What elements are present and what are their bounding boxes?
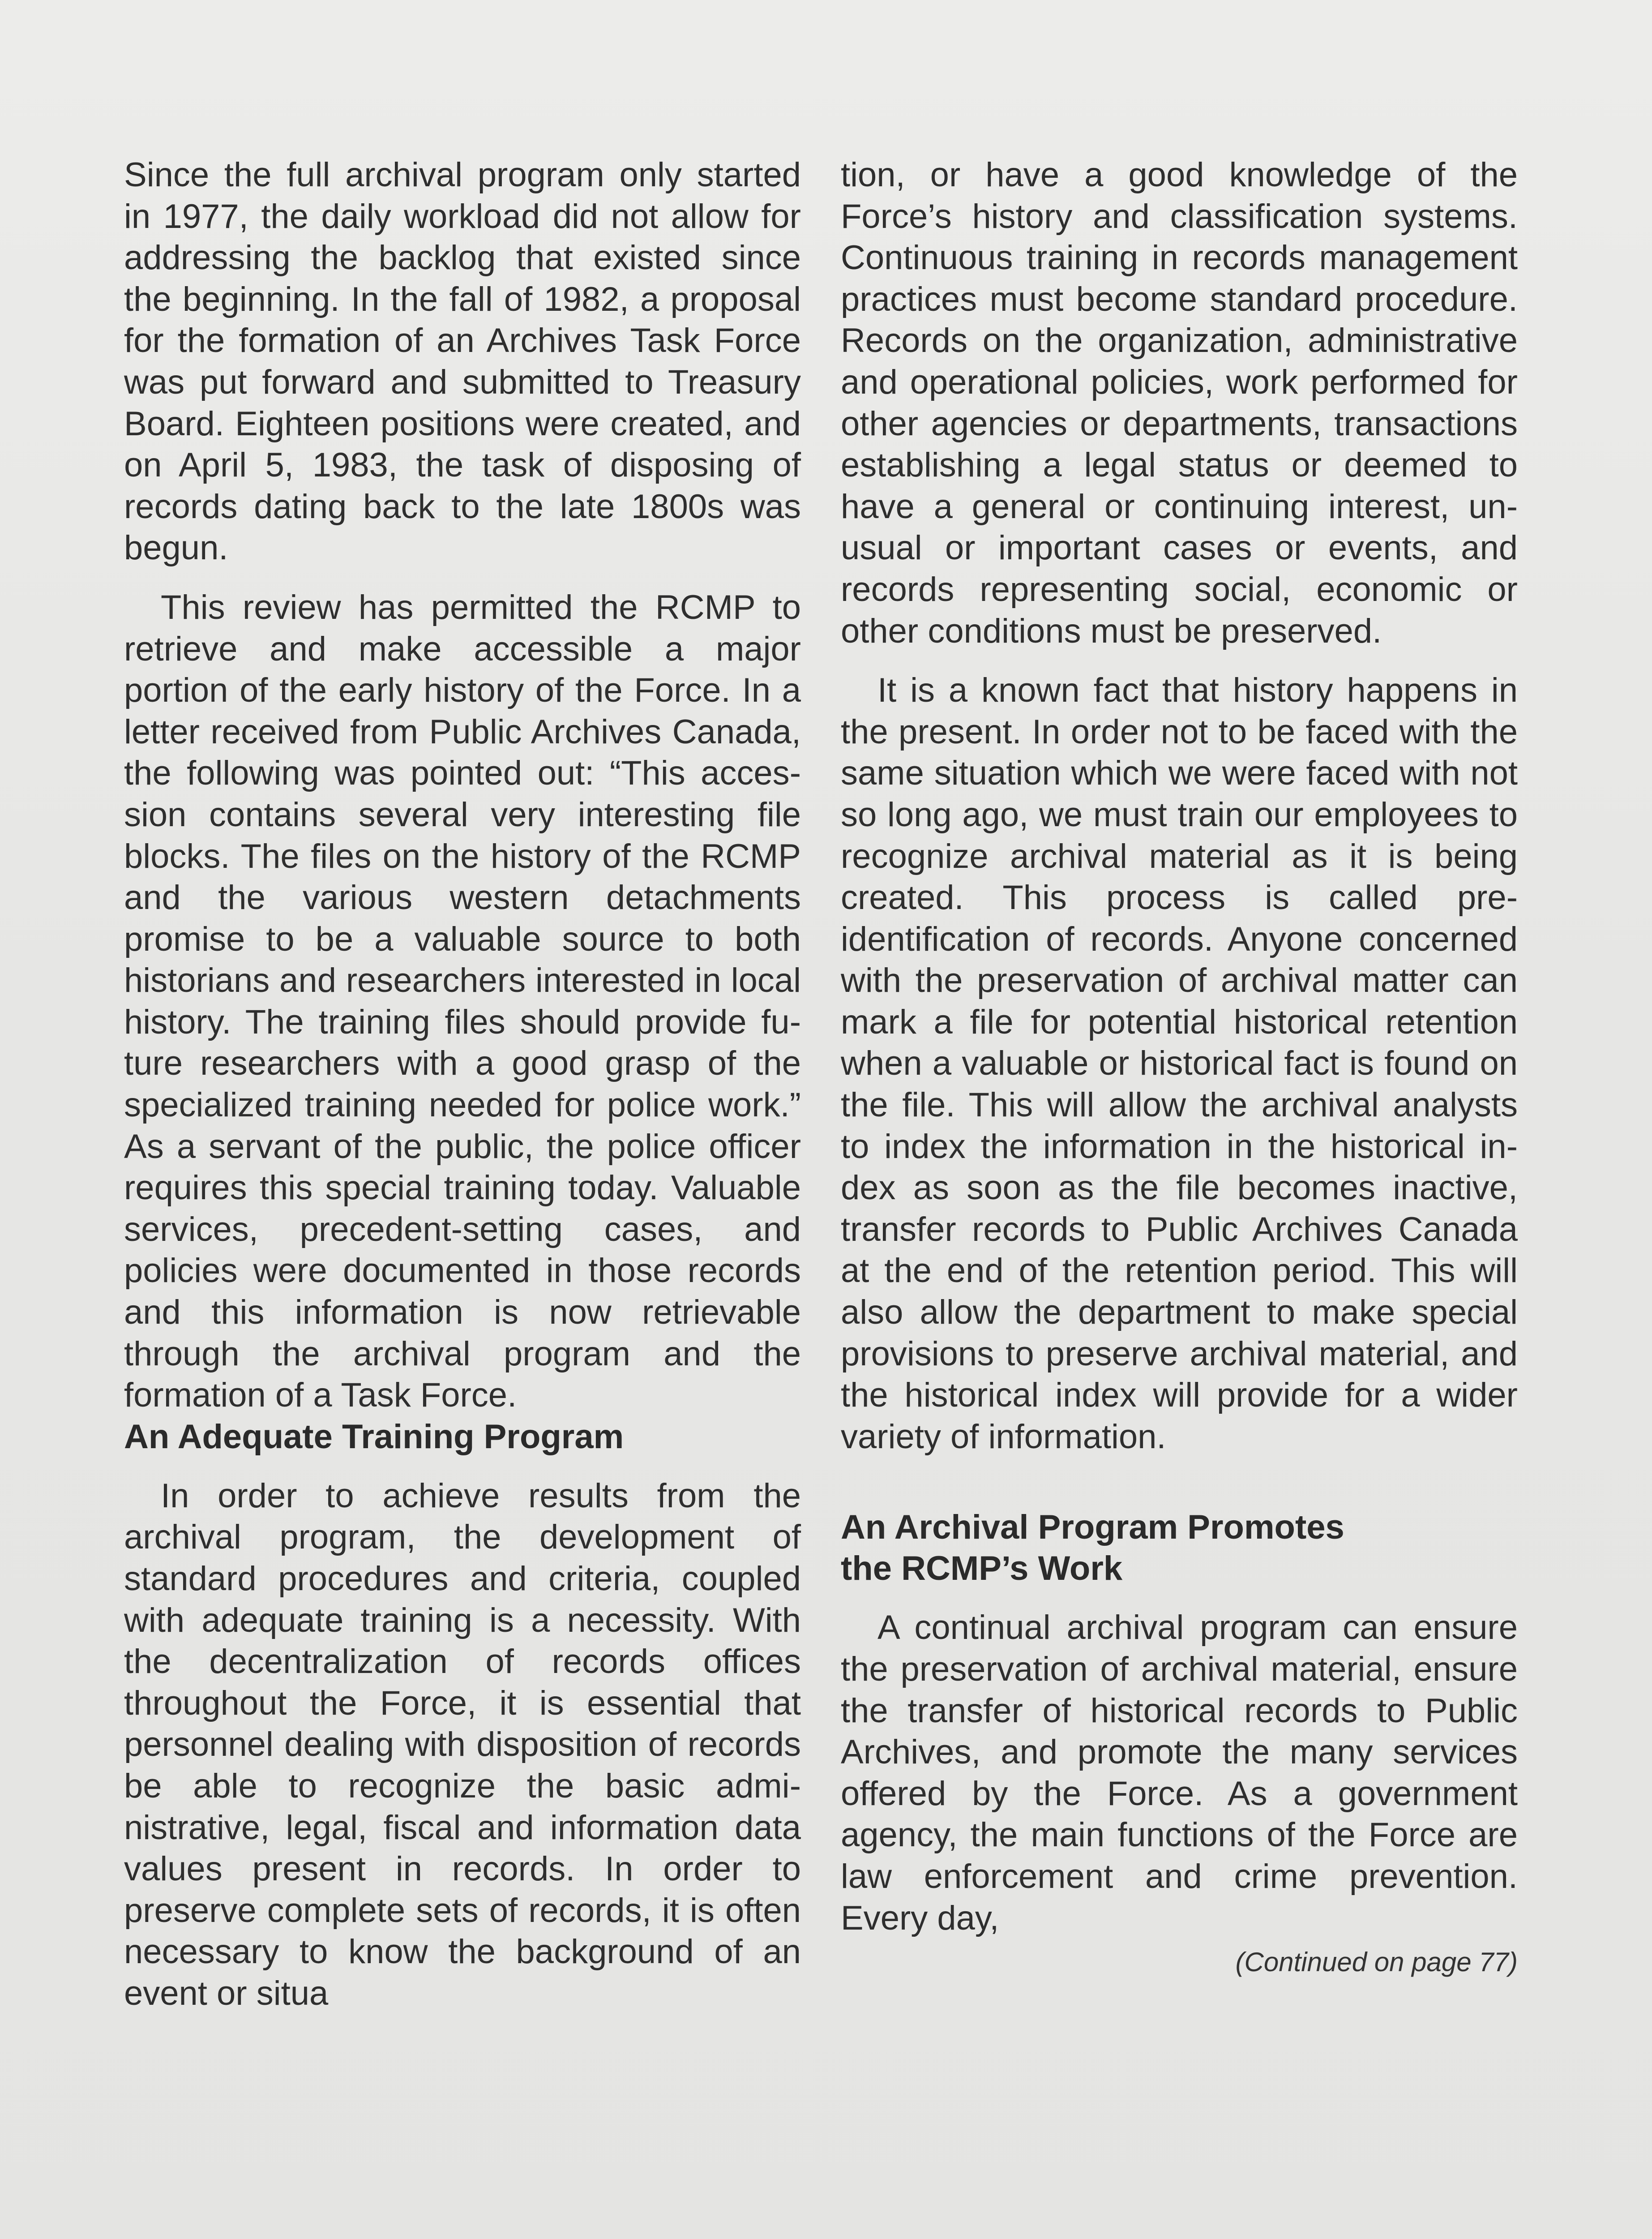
left-column <box>124 154 801 2015</box>
section-heading-promotes-line-1: An Archival Program Promotes <box>841 1508 1344 1547</box>
section-heading-training: An Adequate Training Program <box>124 1417 624 1456</box>
right-paragraph-1: tion, or have a good knowledge of the Force’s history and classification systems. Continuous training in records management practices must become standard procedure. Records on the organization, administrative and operational policies, work performed for other agencies or departments, transactions establishing a legal status or deemed to have a general or continuing interest, unusual or important cases or events, and records representing social, economic or other conditions must be preserved. <box>841 156 1518 650</box>
left-paragraph-2: This review has permitted the RCMP to retrieve and make accessible a major portion of the early history of the Force. In a letter received from Public Archives Canada, the following was pointed out: “This accession contains several very interesting file blocks. The files on the history of the RCMP and the various western detachments promise to be a valuable source to both historians and researchers interested in local history. The training files should provide future researchers with a good grasp of the specialized training needed for police work.” As a servant of the public, the police officer requires this special training today. Valuable services, precedent-setting cases, and policies were documented in those records and this information is now retrievable through the archival program and the formation of a Task Force. <box>124 588 801 1415</box>
right-paragraph-3: A continual archival program can ensure the preservation of archival material, ensure the transfer of historical records to Public Archives, and promote the many services offered by the Force. As a government agency, the main functions of the Force are law enforcement and crime prevention. Every day, <box>841 1608 1518 1937</box>
right-paragraph-2: It is a known fact that history happens in the present. In order not to be faced with the same situation which we were faced with not so long ago, we must train our employees to recognize archival material as it is being created. This process is called pre-identification of records. Anyone concerned with the preservation of archival matter can mark a file for potential historical retention when a valuable or historical fact is found on the file. This will allow the archival analysts to index the information in the historical index as soon as the file becomes inactive, transfer records to Public Archives Canada at the end of the retention period. This will also allow the department to make special provisions to preserve archival material, and the historical index will provide for a wider variety of information. <box>841 671 1518 1456</box>
left-paragraph-3: In order to achieve results from the archival program, the development of standard procedures and criteria, coupled with adequate training is a necessity. With the decentralization of records offices throughout the Force, it is essential that personnel dealing with disposition of records be able to recognize the basic administrative, legal, fiscal and information data values present in records. In order to preserve complete sets of records, it is often necessary to know the background of an event or situa <box>124 1476 801 2012</box>
continued-note: (Continued on page 77) <box>1235 1947 1518 1977</box>
right-column <box>841 154 1518 1980</box>
section-heading-promotes <box>841 1507 1518 1589</box>
left-paragraph-1: Since the full archival program only started in 1977, the daily workload did not allow for addressing the backlog that existed since the beginning. In the fall of 1982, a proposal for the formation of an Archives Task Force was put forward and submitted to Treasury Board. Eighteen positions were created, and on April 5, 1983, the task of disposing of records dating back to the late 1800s was begun. <box>124 156 801 567</box>
section-heading-promotes-line-2: the RCMP’s Work <box>841 1549 1123 1588</box>
